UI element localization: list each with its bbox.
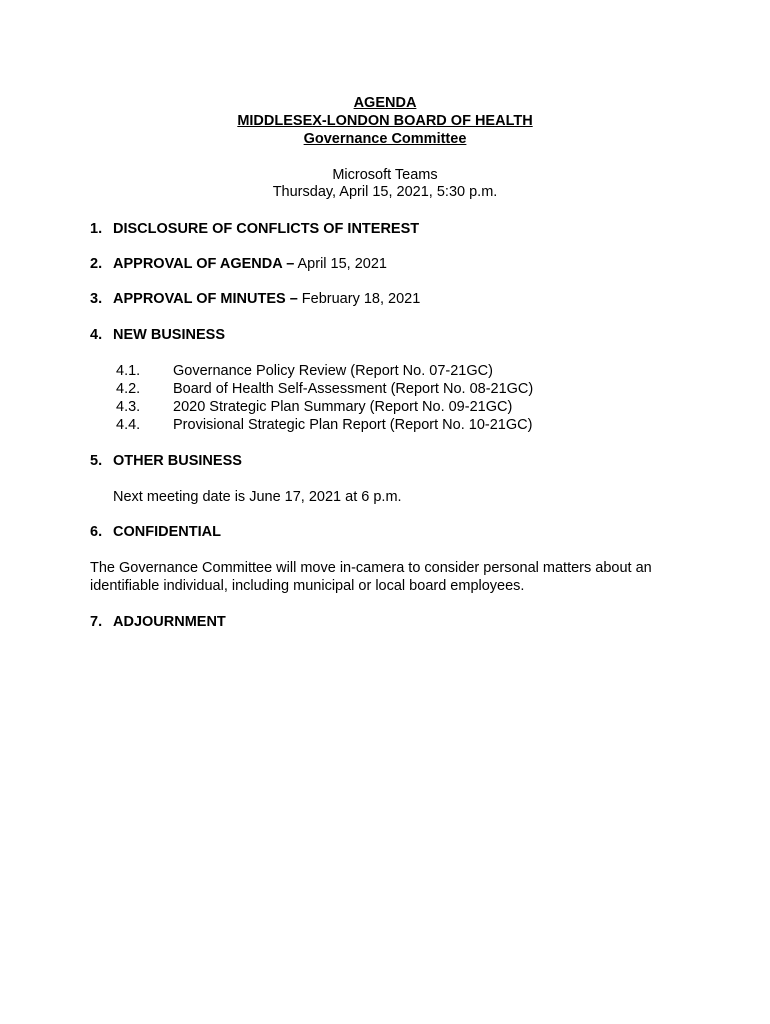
committee-heading: Governance Committee xyxy=(303,131,467,147)
section-title: NEW BUSINESS xyxy=(113,327,225,343)
section-separator: – xyxy=(282,256,295,272)
new-business-item xyxy=(116,416,532,434)
section-title: APPROVAL OF AGENDA xyxy=(113,256,283,272)
section-number: 4. xyxy=(90,327,103,343)
section-title: CONFIDENTIAL xyxy=(113,524,221,540)
item-text: 2020 Strategic Plan Summary (Report No. 09-21GC) xyxy=(173,399,513,415)
item-text: Board of Health Self-Assessment (Report No. 08-21GC) xyxy=(173,381,534,397)
section-5 xyxy=(90,452,242,470)
section-number: 2. xyxy=(90,256,103,272)
section-number: 6. xyxy=(90,524,103,540)
item-number: 4.1. xyxy=(116,363,141,379)
other-business-text: Next meeting date is June 17, 2021 at 6 p.m. xyxy=(113,489,402,505)
section-number: 7. xyxy=(90,614,103,630)
new-business-item xyxy=(116,398,512,416)
section-number: 5. xyxy=(90,453,103,469)
meeting-location: Microsoft Teams xyxy=(332,167,438,183)
agenda-heading: AGENDA xyxy=(353,95,417,111)
section-number: 1. xyxy=(90,221,103,237)
section-3 xyxy=(90,290,420,308)
section-title: APPROVAL OF MINUTES xyxy=(113,291,286,307)
section-title: ADJOURNMENT xyxy=(113,614,226,630)
section-number: 3. xyxy=(90,291,103,307)
confidential-text: The Governance Committee will move in-camera to consider personal matters about an identifiable individual, including municipal or local board employees. xyxy=(90,560,652,594)
section-1 xyxy=(90,220,419,238)
section-detail: April 15, 2021 xyxy=(294,256,387,272)
item-number: 4.2. xyxy=(116,381,141,397)
section-title: OTHER BUSINESS xyxy=(113,453,242,469)
section-detail: February 18, 2021 xyxy=(297,291,421,307)
section-2 xyxy=(90,255,387,273)
section-separator: – xyxy=(285,291,298,307)
section-title: DISCLOSURE OF CONFLICTS OF INTEREST xyxy=(113,221,420,237)
item-text: Governance Policy Review (Report No. 07-21GC) xyxy=(173,363,493,379)
section-7 xyxy=(90,613,226,631)
item-text: Provisional Strategic Plan Report (Report No. 10-21GC) xyxy=(173,417,533,433)
section-6 xyxy=(90,523,221,541)
item-number: 4.3. xyxy=(116,399,141,415)
meeting-datetime: Thursday, April 15, 2021, 5:30 p.m. xyxy=(272,184,498,200)
section-4 xyxy=(90,326,225,344)
new-business-item xyxy=(116,362,493,380)
item-number: 4.4. xyxy=(116,417,141,433)
board-name-heading: MIDDLESEX-LONDON BOARD OF HEALTH xyxy=(237,113,533,129)
new-business-item xyxy=(116,380,533,398)
